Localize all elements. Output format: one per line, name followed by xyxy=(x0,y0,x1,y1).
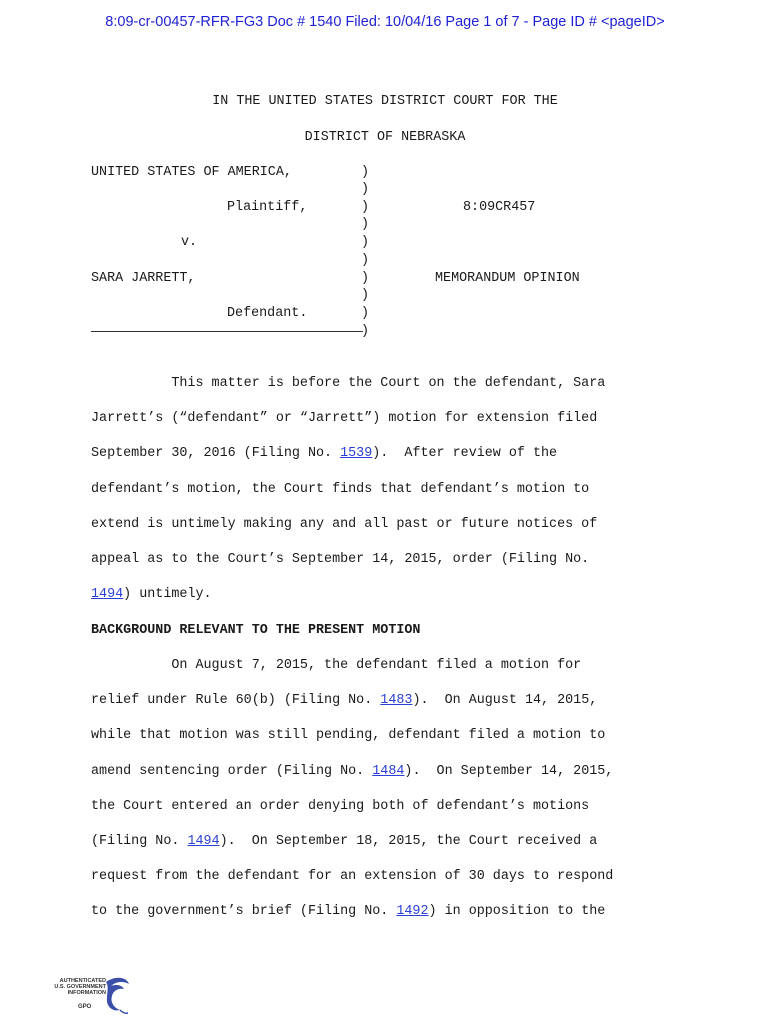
paragraph-line xyxy=(91,446,557,461)
line-text: (Filing No. xyxy=(91,834,188,849)
line-text: to the government’s brief (Filing No. xyxy=(91,904,397,920)
paragraph-line: while that motion was still pending, defendant filed a motion to xyxy=(91,728,606,744)
gpo-label: GPO xyxy=(78,1004,92,1010)
line-text: September 30, 2016 (Filing No. xyxy=(91,446,341,462)
line-text: ) untimely. xyxy=(123,587,212,603)
caption-paren: ) xyxy=(361,182,370,197)
filing-link[interactable]: 1483 xyxy=(380,693,413,709)
line-text: ). On September 14, 2015, xyxy=(404,763,614,779)
gpo-seal-line: U.S. GOVERNMENT xyxy=(54,984,106,990)
plaintiff-role: Plaintiff, xyxy=(227,200,308,215)
paragraph-line: On August 7, 2015, the defendant filed a motion for xyxy=(91,658,582,673)
gpo-seal-text xyxy=(44,978,106,996)
line-text: ). On August 14, 2015, xyxy=(412,693,598,709)
filing-link[interactable]: 1494 xyxy=(91,587,124,603)
filing-link[interactable]: 1484 xyxy=(372,763,405,779)
gpo-seal-line: AUTHENTICATED xyxy=(59,978,106,984)
paragraph-line xyxy=(91,904,605,919)
caption-paren: ) xyxy=(361,324,370,339)
paragraph-line xyxy=(91,834,597,849)
gpo-authentication-seal xyxy=(44,974,134,1016)
filing-link[interactable]: 1494 xyxy=(187,834,220,849)
filing-link[interactable]: 1539 xyxy=(340,446,373,462)
line-text: amend sentencing order (Filing No. xyxy=(91,763,373,779)
court-title-line1: IN THE UNITED STATES DISTRICT COURT FOR THE xyxy=(212,94,558,109)
line-text: ) in opposition to the xyxy=(428,904,606,920)
versus-label: v. xyxy=(181,235,198,250)
section-heading: BACKGROUND RELEVANT TO THE PRESENT MOTION xyxy=(91,623,421,638)
caption-paren: ) xyxy=(361,235,370,250)
filing-link[interactable]: 1492 xyxy=(396,904,429,920)
docket-header: 8:09-cr-00457-RFR-FG3 Doc # 1540 Filed: 10/04/16 Page 1 of 7 - Page ID # <pageID> xyxy=(105,14,665,30)
paragraph-line xyxy=(91,693,597,708)
line-text: ). After review of the xyxy=(372,446,558,462)
paragraph-line: defendant’s motion, the Court finds that defendant’s motion to xyxy=(91,481,590,497)
line-text: relief under Rule 60(b) (Filing No. xyxy=(91,693,381,709)
caption-paren: ) xyxy=(361,200,370,215)
paragraph-line: extend is untimely making any and all past or future notices of xyxy=(91,516,598,532)
defendant-name: SARA JARRETT, xyxy=(91,271,196,286)
eagle-icon xyxy=(102,974,132,1016)
caption-underline xyxy=(91,331,363,332)
paragraph-line: the Court entered an order denying both of defendant’s motions xyxy=(91,798,590,814)
document-type: MEMORANDUM OPINION xyxy=(435,271,580,286)
paragraph-line xyxy=(91,587,212,602)
paragraph-line xyxy=(91,764,613,779)
court-title-line2: DISTRICT OF NEBRASKA xyxy=(304,130,466,145)
paragraph-line: appeal as to the Court’s September 14, 2015, order (Filing No. xyxy=(91,552,590,567)
defendant-role: Defendant. xyxy=(227,306,308,321)
caption-paren: ) xyxy=(361,253,370,268)
caption-paren: ) xyxy=(361,165,370,180)
caption-paren: ) xyxy=(361,288,370,303)
gpo-seal-line: INFORMATION xyxy=(67,990,106,996)
plaintiff-name: UNITED STATES OF AMERICA, xyxy=(91,165,292,180)
paragraph-line: Jarrett’s (“defendant” or “Jarrett”) motion for extension filed xyxy=(91,411,598,427)
caption-paren: ) xyxy=(361,217,370,232)
line-text: ). On September 18, 2015, the Court received a xyxy=(219,834,598,849)
paragraph-line: This matter is before the Court on the defendant, Sara xyxy=(91,376,606,391)
caption-paren: ) xyxy=(361,271,370,286)
case-number: 8:09CR457 xyxy=(463,200,536,215)
caption-paren: ) xyxy=(361,306,370,321)
paragraph-line: request from the defendant for an extension of 30 days to respond xyxy=(91,869,614,885)
